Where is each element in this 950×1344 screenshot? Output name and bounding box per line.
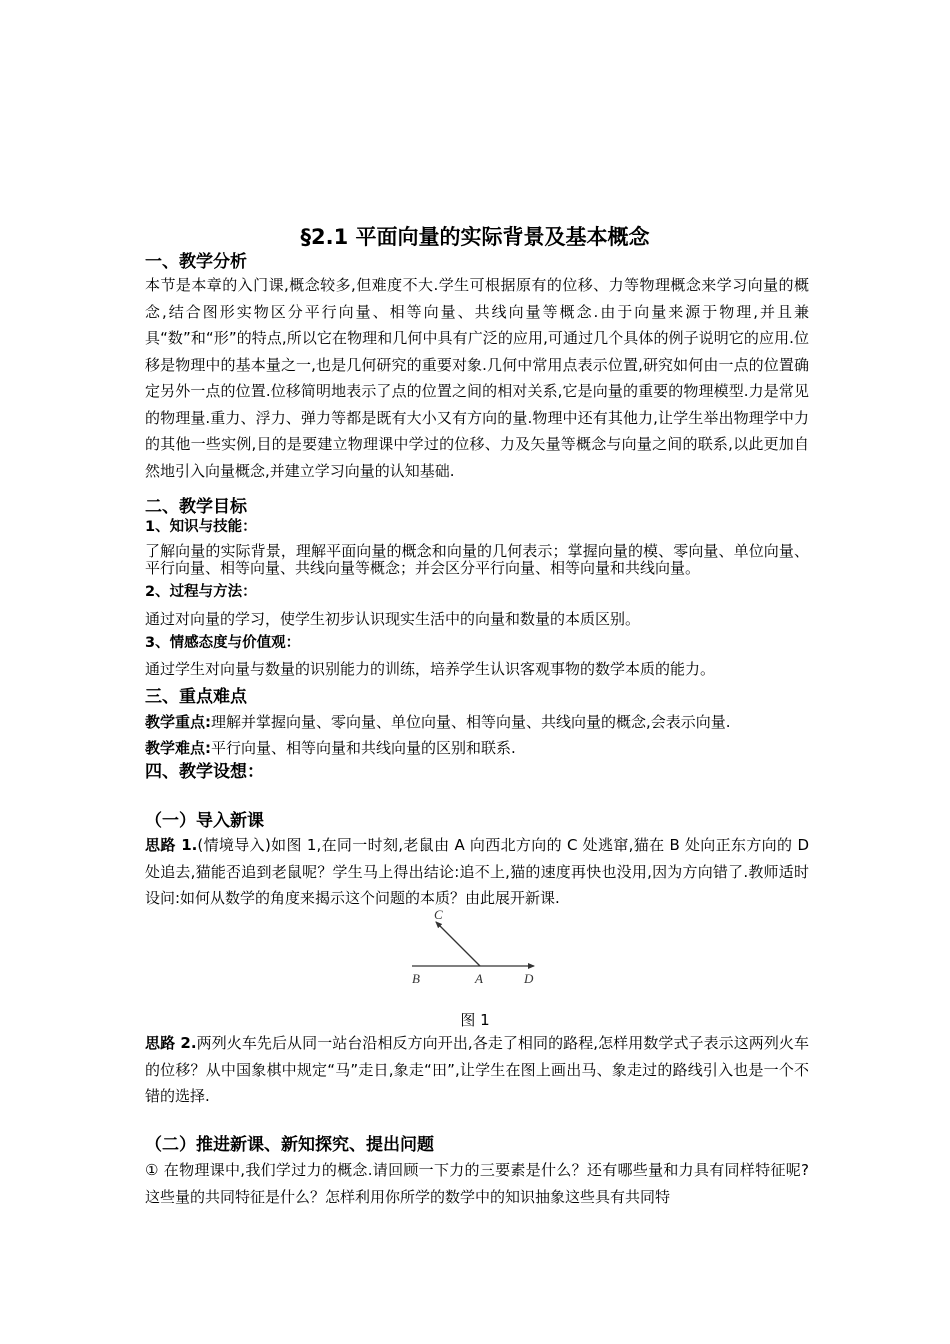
idea1-label: 思路 1. [145, 836, 198, 854]
knowledge-paragraph: 了解向量的实际背景，理解平面向量的概念和向量的几何表示；掌握向量的模、零向量、单位向量、平行向量、相等向量、共线向量等概念；并会区分平行向量、相等向量和共线向量。 [145, 542, 809, 577]
difficulty-line [145, 735, 809, 762]
label-c: C [434, 907, 443, 922]
key-point-line [145, 709, 809, 736]
subheading-attitude: 3、情感态度与价值观： [145, 635, 301, 651]
subheading-knowledge: 1、知识与技能： [145, 519, 257, 535]
difficulty-label: 教学难点: [145, 739, 211, 757]
section-heading-key-points: 三、重点难点 [145, 687, 247, 707]
page-title: §2.1 平面向量的实际背景及基本概念 [300, 225, 650, 249]
subheading-new-lesson: （二）推进新课、新知探究、提出问题 [145, 1135, 434, 1155]
question-1-paragraph: ① 在物理课中,我们学过力的概念.请回顾一下力的三要素是什么？还有哪些量和力具有同样特征呢?这些量的共同特征是什么？怎样利用你所学的数学中的知识抽象这些具有共同特 [145, 1161, 809, 1206]
subheading-process: 2、过程与方法： [145, 584, 257, 600]
section-heading-analysis: 一、教学分析 [145, 252, 247, 272]
analysis-paragraph: 本节是本章的入门课,概念较多,但难度不大.学生可根据原有的位移、力等物理概念来学习向量的概念,结合图形实物区分平行向量、相等向量、共线向量等概念.由于向量来源于物理,并且兼具“数”和“形”的特点,所以它在物理和几何中具有广泛的应用,可通过几个具体的例子说明它的应用.位移是物理中的基本量之一,也是几何研究的重要对象.几何中常用点表示位置,研究如何由一点的位置确定另外一点的位置.位移简明地表示了点的位置之间的相对关系,它是向量的重要的物理模型.力是常见的物理量.重力、浮力、弹力等都是既有大小又有方向的量.物理中还有其他力,让学生举出物理学中力的其他一些实例,目的是要建立物理课中学过的位移、力及矢量等概念与向量之间的联系,以此更加自然地引入向量概念,并建立学习向量的认知基础. [145, 276, 809, 480]
section-heading-objectives: 二、教学目标 [145, 497, 247, 517]
figure-1-caption: 图 1 [460, 1011, 490, 1029]
attitude-paragraph: 通过学生对向量与数量的识别能力的训练，培养学生认识客观事物的数学本质的能力。 [145, 660, 716, 678]
idea2-paragraph [145, 1030, 809, 1110]
process-paragraph: 通过对向量的学习，使学生初步认识现实生活中的向量和数量的本质区别。 [145, 610, 641, 628]
idea1-paragraph [145, 832, 809, 912]
idea2-label: 思路 2. [145, 1034, 197, 1052]
key-point-label: 教学重点: [145, 713, 211, 731]
label-a: A [475, 971, 483, 986]
key-point-text: 理解并掌握向量、零向量、单位向量、相等向量、共线向量的概念,会表示向量. [211, 713, 731, 731]
label-b: B [412, 971, 420, 986]
idea1-text: (情境导入)如图 1,在同一时刻,老鼠由 A 向西北方向的 C 处逃窜,猫在 B 处向正东方向的 D 处追去,猫能否追到老鼠呢？学生马上得出结论:追不上,猫的速度再快也没用,因为方向错了.教师适时设问:如何从数学的角度来揭示这个问题的本质？由此展开新课. [145, 836, 810, 907]
figure-1-diagram [400, 903, 550, 993]
difficulty-text: 平行向量、相等向量和共线向量的区别和联系. [211, 739, 516, 757]
section-heading-design: 四、教学设想： [145, 762, 264, 782]
arrow-a-c [436, 922, 480, 966]
subheading-introduction: （一）导入新课 [145, 811, 264, 831]
label-d: D [524, 971, 534, 986]
idea2-text: 两列火车先后从同一站台沿相反方向开出,各走了相同的路程,怎样用数学式子表示这两列火车的位移？从中国象棋中规定“马”走日,象走“田”,让学生在图上画出马、象走过的路线引入也是一个不错的选择. [145, 1034, 810, 1105]
